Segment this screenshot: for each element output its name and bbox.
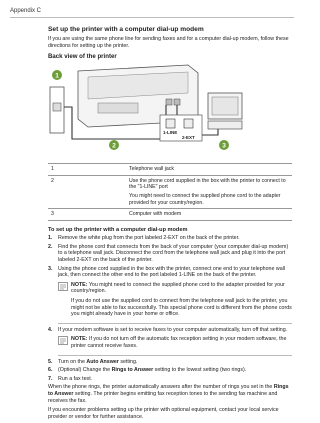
callout-2-label: 2 bbox=[112, 142, 116, 150]
step-item bbox=[48, 244, 292, 264]
port-detail-1line bbox=[166, 119, 175, 128]
step-text: If your modem software is set to receive faxes to your computer automatically, turn off that setting. bbox=[58, 326, 288, 333]
table-desc-text: Telephone wall jack bbox=[129, 166, 174, 173]
note-paragraph bbox=[71, 282, 292, 295]
steps-list bbox=[48, 235, 292, 279]
note-divider bbox=[58, 355, 292, 356]
step-number: 3. bbox=[48, 265, 53, 272]
paragraph-text-pre: When the phone rings, the printer automatically answers after the number of rings you set in the bbox=[48, 384, 274, 391]
step-text-post: setting. bbox=[118, 358, 138, 365]
body-paragraph bbox=[48, 384, 292, 404]
table-cell-num: 2 bbox=[48, 175, 126, 209]
steps-list-final bbox=[48, 359, 292, 383]
table-cell-num: 1 bbox=[48, 164, 126, 175]
body-paragraph: If you encounter problems setting up the printer with optional equipment, contact your local service provider or vendor for further assistance. bbox=[48, 407, 279, 420]
section-title: Set up the printer with a computer dial-up modem bbox=[48, 26, 204, 33]
step-number: 6. bbox=[48, 367, 53, 374]
step-item bbox=[48, 359, 292, 366]
port-label-2ext: 2-EXT bbox=[182, 135, 195, 141]
printer-tray bbox=[98, 103, 138, 113]
table-cell-desc bbox=[126, 209, 292, 220]
computer-screen bbox=[212, 97, 238, 115]
paragraph-text-post: setting. The printer begins emitting fax reception tones to the sending fax machine and receives the fax. bbox=[48, 390, 278, 404]
step-number: 4. bbox=[48, 326, 53, 333]
table-desc-text: Use the phone cord supplied in the box with the printer to connect to the "1-LINE" port bbox=[129, 177, 286, 190]
section-intro: If you are using the same phone line for sending faxes and for a computer dial-up modem, follow these directions for setting up the printer. bbox=[48, 36, 289, 49]
step-item bbox=[48, 327, 292, 334]
table-row bbox=[48, 164, 292, 175]
note-body bbox=[71, 282, 292, 318]
note-label: NOTE: bbox=[71, 336, 88, 343]
header-rule bbox=[10, 17, 294, 18]
appendix-header: Appendix C bbox=[10, 8, 42, 14]
port-1line bbox=[166, 99, 172, 105]
note-box bbox=[58, 336, 292, 351]
table-cell-desc bbox=[126, 164, 292, 175]
port-label-1line: 1-LINE bbox=[163, 130, 178, 136]
note-label: NOTE: bbox=[71, 281, 88, 288]
setting-name: Rings to Answer bbox=[48, 384, 289, 397]
steps-list-continued bbox=[48, 327, 292, 334]
step-text: Using the phone cord supplied in the box with the printer, connect one end to your telephone wall jack, then connect the other end to the port labeled 1-LINE on the back of the printer. bbox=[58, 265, 286, 279]
table-desc-text: You might need to connect the supplied phone cord to the adapter provided for your country/region. bbox=[129, 193, 281, 206]
setting-name: Auto Answer bbox=[86, 358, 119, 365]
note-icon bbox=[58, 336, 68, 345]
note-paragraph bbox=[71, 336, 292, 349]
port-detail-2ext bbox=[184, 119, 193, 128]
table-cell-desc bbox=[126, 175, 292, 209]
step-item bbox=[48, 266, 292, 279]
step-number: 7. bbox=[48, 375, 53, 382]
callout-3-label: 3 bbox=[222, 142, 226, 150]
step-item bbox=[48, 367, 292, 374]
table-cell-num: 3 bbox=[48, 209, 126, 220]
table-desc-text: Computer with modem bbox=[129, 211, 182, 218]
note-box bbox=[58, 282, 292, 320]
table-row bbox=[48, 209, 292, 220]
table-row bbox=[48, 175, 292, 209]
step-text: Run a fax test. bbox=[58, 375, 93, 382]
step-item bbox=[48, 235, 292, 242]
page-content bbox=[48, 26, 292, 423]
note-text: If you do not turn off the automatic fax reception setting in your modem software, the printer cannot receive faxes. bbox=[71, 336, 287, 349]
printer-back-illustration bbox=[48, 63, 258, 151]
callout-1-label: 1 bbox=[55, 72, 59, 80]
steps-title: To set up the printer with a computer dial-up modem bbox=[48, 226, 188, 233]
note-icon bbox=[58, 282, 68, 291]
figure-title: Back view of the printer bbox=[48, 53, 117, 61]
step-number: 1. bbox=[48, 235, 53, 242]
note-text: You might need to connect the supplied phone cord to the adapter provided for your country/region. bbox=[71, 281, 285, 295]
step-text-post: setting to the lowest setting (two rings). bbox=[153, 367, 247, 374]
step-item bbox=[48, 376, 292, 383]
step-number: 5. bbox=[48, 358, 53, 365]
step-text-pre: Turn on the bbox=[58, 358, 87, 365]
step-text-pre: (Optional) Change the bbox=[58, 367, 112, 374]
printer-back-diagram bbox=[48, 63, 258, 151]
step-text: Find the phone cord that connects from the back of your computer (your computer dial-up modem) to a telephone wall jack. Disconnect the cord from the telephone wall jack and plug it into the port labeled 2-EXT on the back of the printer. bbox=[58, 243, 289, 263]
note-body bbox=[71, 336, 292, 349]
legend-table bbox=[48, 163, 292, 220]
step-number: 2. bbox=[48, 243, 53, 250]
note-divider bbox=[58, 323, 292, 324]
note-extra: If you do not use the supplied cord to connect from the telephone wall jack to the printer, you might not be able to fax successfully. This special phone cord is different from the phone cords you might already have in your home or office. bbox=[71, 297, 292, 318]
setting-name: Rings to Answer bbox=[111, 367, 154, 374]
wall-jack-socket bbox=[53, 103, 61, 111]
computer-base bbox=[208, 121, 242, 129]
port-2ext bbox=[174, 99, 180, 105]
step-text: Remove the white plug from the port labeled 2-EXT on the back of the printer. bbox=[58, 235, 240, 242]
